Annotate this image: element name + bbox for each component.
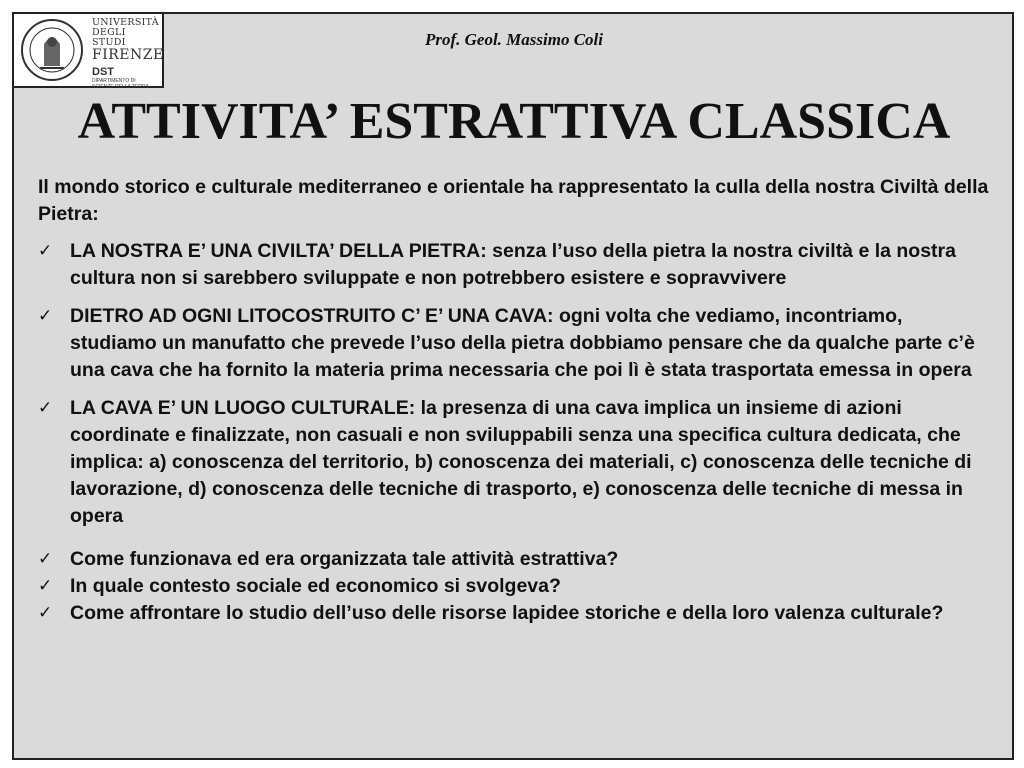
checkmark-icon: ✓ bbox=[38, 549, 53, 569]
university-logo bbox=[14, 14, 164, 88]
author-name: Prof. Geol. Massimo Coli bbox=[424, 30, 604, 49]
checkmark-icon: ✓ bbox=[38, 398, 53, 418]
logo-dept-line1: DIPARTIMENTO DI bbox=[92, 78, 136, 84]
intro-paragraph: Il mondo storico e culturale mediterraneo e orientale ha rappresentato la culla della nostra Civiltà della Pietra: bbox=[38, 176, 989, 225]
checkmark-icon: ✓ bbox=[38, 241, 53, 261]
bullet-point bbox=[38, 395, 993, 530]
checkmark-icon: ✓ bbox=[38, 576, 53, 596]
question-item bbox=[38, 600, 993, 627]
bullet-point bbox=[38, 303, 993, 384]
questions-list bbox=[38, 546, 993, 627]
logo-line-firenze: FIRENZE bbox=[92, 47, 164, 63]
bullet-text: DIETRO AD OGNI LITOCOSTRUITO C’ E’ UNA CAVA: ogni volta che vediamo, incontriamo, studiamo un manufatto che prevede l’uso della pietra dobbiamo pensare che da qualche parte c’è una cava che ha fornito la materia prima necessaria che poi lì è stata trasportata emessa in opera bbox=[70, 305, 975, 381]
bullet-text: LA CAVA E’ UN LUOGO CULTURALE: la presenza di una cava implica un insieme di azioni coordinate e finalizzate, non casuali e non sviluppabili senza una specifica cultura dedicata, che implica: a) conoscenza del territorio, b) conoscenza dei materiali, c) conoscenza delle tecniche di lavorazione, d) conoscenza delle tecniche di trasporto, e) conoscenza delle tecniche di messa in opera bbox=[70, 397, 972, 527]
logo-dept-line2: SCIENZE DELLA TERRA bbox=[92, 84, 149, 90]
question-text: In quale contesto sociale ed economico si svolgeva? bbox=[70, 575, 561, 597]
logo-text bbox=[92, 18, 162, 90]
logo-line-degli-studi: DEGLI STUDI bbox=[92, 27, 126, 48]
checkmark-icon: ✓ bbox=[38, 306, 53, 326]
university-seal-icon bbox=[20, 18, 84, 82]
bullet-text: LA NOSTRA E’ UNA CIVILTA’ DELLA PIETRA: senza l’uso della pietra la nostra civiltà e la nostra cultura non si sarebbero sviluppate e non potrebbero esistere e sopravvivere bbox=[70, 240, 956, 289]
slide-body bbox=[38, 174, 993, 627]
bullet-point bbox=[38, 238, 993, 292]
question-text: Come funzionava ed era organizzata tale attività estrattiva? bbox=[70, 548, 619, 570]
logo-line-universita: UNIVERSITÀ bbox=[92, 17, 159, 28]
question-text: Come affrontare lo studio dell’uso delle risorse lapidee storiche e della loro valenza culturale? bbox=[70, 602, 944, 624]
question-item bbox=[38, 546, 993, 573]
logo-dst: DST bbox=[92, 66, 114, 78]
slide-title: ATTIVITA’ ESTRATTIVA CLASSICA bbox=[77, 93, 951, 150]
checkmark-icon: ✓ bbox=[38, 603, 53, 623]
question-item bbox=[38, 573, 993, 600]
slide bbox=[12, 12, 1014, 760]
